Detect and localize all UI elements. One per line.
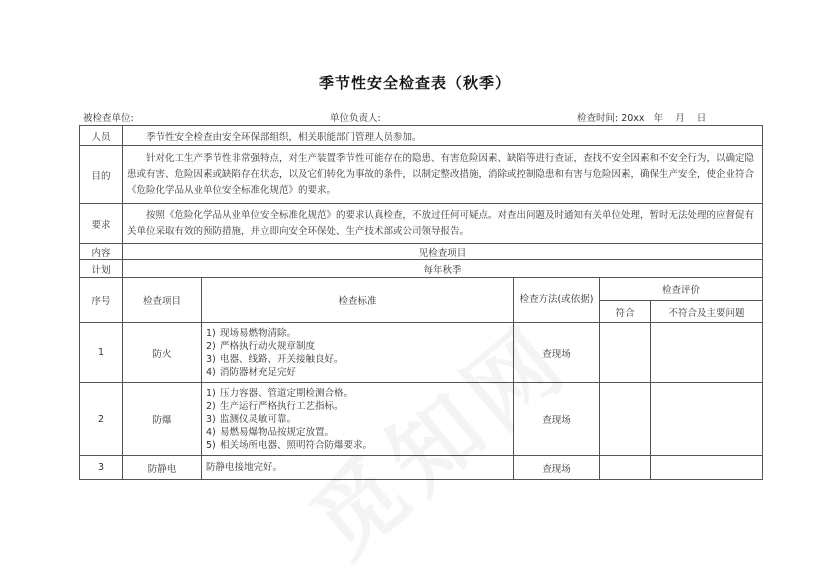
- row-item: 防火: [123, 323, 202, 383]
- header-item: 检查项目: [123, 278, 202, 323]
- row-method: 查现场: [514, 383, 600, 456]
- row-seq: 2: [80, 383, 123, 456]
- plan-text: 每年秋季: [123, 260, 763, 278]
- header-evaluation: 检查评价: [600, 278, 763, 301]
- plan-label: 计划: [80, 260, 123, 278]
- content-row: [80, 244, 763, 260]
- standard-item: 2) 严格执行动火规章制度: [206, 340, 316, 352]
- personnel-label: 人员: [80, 126, 123, 146]
- standards-list: [206, 461, 509, 474]
- row-conform-cell[interactable]: [600, 456, 651, 480]
- header-nonconform: 不符合及主要问题: [651, 301, 763, 323]
- standard-item: 1) 现场易燃物清除。: [206, 327, 297, 339]
- standard-item: 3) 电器、线路、开关接触良好。: [206, 353, 344, 365]
- header-method: 检查方法(或依据): [514, 278, 600, 323]
- standard-item: 1) 压力容器、管道定期检测合格。: [206, 387, 354, 399]
- requirement-text: 按照《危险化学品从业单位安全标准化规范》的要求认真检查，不放过任何可疑点。对查出问题及时通知有关单位处理，暂时无法处理的应督促有关单位采取有效的预防措施，并立即向安全环保处、生产技术部或公司领导报告。: [123, 204, 763, 244]
- personnel-row: [80, 126, 763, 146]
- unit-responsible-label: 单位负责人:: [330, 113, 381, 124]
- row-standards: [202, 456, 514, 480]
- standards-list: [206, 387, 509, 452]
- requirement-row: [80, 204, 763, 244]
- row-nonconform-cell[interactable]: [651, 456, 763, 480]
- requirement-label: 要求: [80, 204, 123, 244]
- row-seq: 1: [80, 323, 123, 383]
- row-seq: 3: [80, 456, 123, 480]
- personnel-text: 季节性安全检查由安全环保部组织，相关职能部门管理人员参加。: [123, 126, 763, 146]
- header-conform: 符合: [600, 301, 651, 323]
- standard-item: 3) 监测仪灵敏可靠。: [206, 413, 297, 425]
- page-title: 季节性安全检查表（秋季）: [318, 74, 511, 92]
- standards-list: [206, 327, 509, 379]
- table-row: [80, 323, 763, 383]
- header-standard: 检查标准: [202, 278, 514, 323]
- inspected-unit-label: 被检查单位:: [83, 113, 134, 124]
- header-row: [80, 278, 763, 301]
- row-conform-cell[interactable]: [600, 323, 651, 383]
- purpose-text: 针对化工生产季节性非常强特点，对生产装置季节性可能存在的隐患、有害危险因素、缺陷等进行查证，查找不安全因素和不安全行为，以确定隐患或有害、危险因素或缺陷存在状态，以及它们转化为事故的条件，以制定整改措施，消除或控制隐患和有害与危险因素，确保生产安全，使企业符合《危险化学品从业单位安全标准化规范》的要求。: [123, 146, 763, 204]
- row-item: 防静电: [123, 456, 202, 480]
- plan-row: [80, 260, 763, 278]
- standard-item: 5) 相关场所电器、照明符合防爆要求。: [206, 439, 373, 451]
- row-nonconform-cell[interactable]: [651, 383, 763, 456]
- inspection-time-label: 检查时间: 20xx 年 月 日: [577, 113, 707, 124]
- content-text: 见检查项目: [123, 244, 763, 260]
- row-item: 防爆: [123, 383, 202, 456]
- content-label: 内容: [80, 244, 123, 260]
- row-standards: [202, 323, 514, 383]
- standard-item: 4) 易燃易爆物品按规定放置。: [206, 426, 335, 438]
- header-seq: 序号: [80, 278, 123, 323]
- inspection-table: [79, 125, 763, 480]
- purpose-label: 目的: [80, 146, 123, 204]
- row-standards: [202, 383, 514, 456]
- row-conform-cell[interactable]: [600, 383, 651, 456]
- standard-item: 4) 消防器材充足完好: [206, 366, 297, 378]
- table-row: [80, 383, 763, 456]
- row-method: 查现场: [514, 456, 600, 480]
- purpose-row: [80, 146, 763, 204]
- row-nonconform-cell[interactable]: [651, 323, 763, 383]
- table-row: [80, 456, 763, 480]
- standard-item: 防静电接地完好。: [206, 462, 283, 473]
- standard-item: 2) 生产运行严格执行工艺指标。: [206, 400, 344, 412]
- row-method: 查现场: [514, 323, 600, 383]
